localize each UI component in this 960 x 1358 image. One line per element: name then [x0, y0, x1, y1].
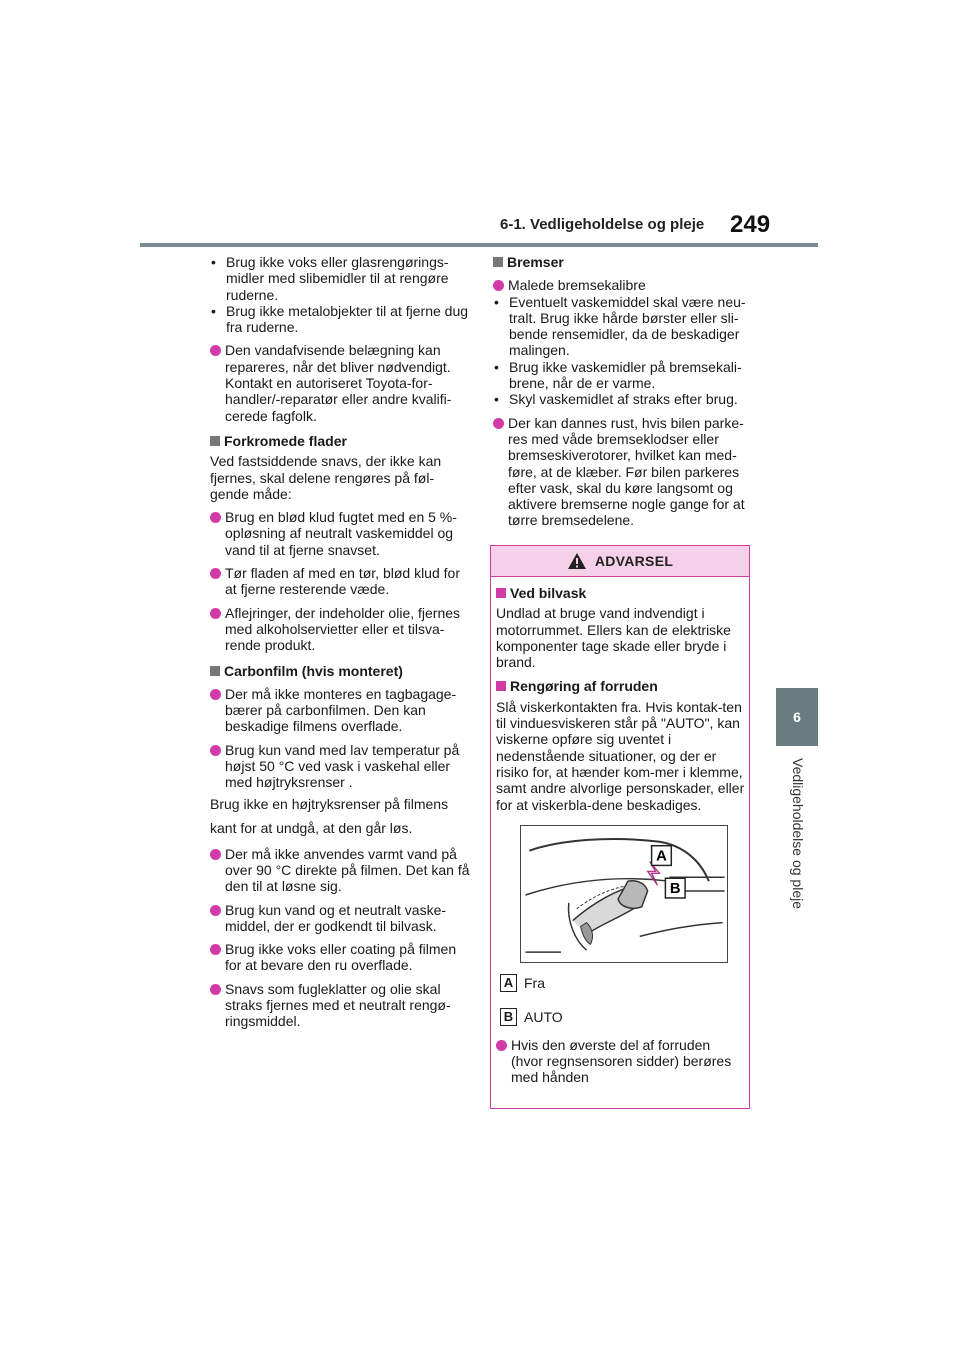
list-item: Snavs som fugleklatter og olie skal straks fjernes med et neutralt rengø-ringsmiddel.: [210, 981, 472, 1030]
label-b-box: B: [500, 1008, 517, 1026]
heading-windshield: Rengøring af forruden: [496, 678, 745, 694]
heading-chrome: Forkromede flader: [210, 433, 472, 449]
chapter-tab: [776, 688, 818, 746]
bullet-dot-icon: [210, 689, 221, 700]
chapter-label: Vedligeholdelse og pleje: [790, 758, 806, 910]
bullet-dot-icon: [210, 984, 221, 995]
square-marker-icon: [210, 436, 220, 446]
intro-list: [210, 254, 472, 335]
square-marker-icon: [496, 588, 506, 598]
wiper-switch-illustration: [520, 825, 728, 963]
list-item: Der må ikke monteres en tagbagage-bærer på carbonfilmen. Den kan beskadige filmens overflade.: [210, 686, 472, 735]
list-item: Aflejringer, der indeholder olie, fjernes med alkoholservietter eller et tilsva-rende produkt.: [210, 605, 472, 654]
square-marker-icon: [210, 666, 220, 676]
bullet-dot-icon: [210, 512, 221, 523]
left-column: [210, 254, 472, 1030]
bullet-dot-icon: [210, 568, 221, 579]
list-item: Brug en blød klud fugtet med en 5 %-opløsning af neutralt vaskemiddel og vand til at fjerne snavset.: [210, 509, 472, 558]
list-item: • Skyl vaskemidlet af straks efter brug.: [493, 391, 755, 407]
callout-a-label: A: [656, 848, 667, 865]
chapter-number: 6: [793, 709, 801, 725]
page-number: 249: [730, 211, 771, 238]
warning-triangle-icon: [567, 552, 587, 570]
list-item: • Eventuelt vaskemiddel skal være neu-tralt. Brug ikke hårde børster eller sli-bende rensemidler, da de beskadiger malingen.: [493, 294, 755, 359]
bullet-dot-icon: [210, 849, 221, 860]
label-a-text: Fra: [524, 974, 545, 991]
label-b-text: AUTO: [524, 1008, 563, 1025]
carwash-text: Undlad at bruge vand indvendigt i motorrummet. Ellers kan de elektriske komponenter tage skade eller bryde i brand.: [496, 605, 731, 671]
bullet-dot-icon: [210, 944, 221, 955]
bullet-dot-icon: [493, 280, 504, 291]
warning-header: [491, 546, 749, 577]
warning-box: [490, 545, 750, 1109]
heading-carwash: Ved bilvask: [496, 585, 745, 601]
list-item: Brug ikke voks eller coating på filmen for at bevare den ru overflade.: [210, 941, 472, 974]
label-a-box: A: [500, 974, 517, 992]
windshield-text: Slå viskerkontakten fra. Hvis kontak-ten til vinduesviskeren står på "AUTO", kan viskerne opføre sig uventet i nedenstående situationer, og der er risiko for, at hænder kom-mer i klemme, samt andre alvorlige personskader, eller for at viskerbla-dene beskadiges.: [496, 698, 745, 813]
callout-b-label: B: [669, 880, 681, 897]
list-item: • Brug ikke voks eller glasrengørings-midler med slibemidler til at rengøre ruderne.: [210, 254, 472, 303]
right-column: [493, 254, 755, 529]
header-rule: [140, 243, 818, 247]
bullet-dot-icon: [496, 1040, 507, 1051]
bullet-dot-icon: [210, 608, 221, 619]
warning-title: ADVARSEL: [594, 553, 674, 569]
chrome-text: Ved fastsiddende snavs, der ikke kan fjernes, skal delene rengøres på føl-gende måde:: [210, 453, 442, 502]
carbon-note-1: Brug ikke en højtryksrenser på filmens: [210, 795, 449, 812]
bullet-dot-icon: [210, 905, 221, 916]
bullet-sensor: Hvis den øverste del af forruden (hvor regnsensoren sidder) berøres med hånden: [496, 1037, 745, 1086]
caliper-list: [493, 294, 755, 408]
label-b-row: [496, 1007, 745, 1027]
label-a-row: [496, 973, 745, 993]
heading-brakes: Bremser: [493, 254, 755, 270]
square-marker-icon: [493, 257, 503, 267]
bullet-coating: Den vandafvisende belægning kan repareres, når det bliver nødvendigt. Kontakt en autoriseret Toyota-for-handler/-reparatør eller andre kvalifi-cerede fagfolk.: [210, 342, 472, 423]
bullet-dot-icon: [210, 745, 221, 756]
square-marker-icon: [496, 681, 506, 691]
section-title: 6-1. Vedligeholdelse og pleje: [500, 216, 705, 233]
list-item: Tør fladen af med en tør, blød klud for at fjerne resterende væde.: [210, 565, 472, 598]
bullet-dot-icon: [493, 418, 504, 429]
list-item: • Brug ikke metalobjekter til at fjerne dug fra ruderne.: [210, 303, 472, 336]
bullet-calipers: Malede bremsekalibre: [493, 277, 755, 293]
list-item: Brug kun vand og et neutralt vaske-middel, der er godkendt til bilvask.: [210, 902, 472, 935]
list-item: Brug kun vand med lav temperatur på højst 50 °C ved vask i vaskehal eller med højtryksrenser .: [210, 742, 472, 791]
warning-body: [491, 585, 749, 1086]
heading-carbon: Carbonfilm (hvis monteret): [210, 663, 472, 679]
bullet-rust: Der kan dannes rust, hvis bilen parke-res med våde bremseklodser eller bremseskiverotorer, hvilket kan med-føre, at de klæber. Før bilen parkeres efter vask, skal du køre langsomt og aktivere bremserne nogle gange for at tørre bremsedelene.: [493, 415, 755, 529]
carbon-note-2: kant for at undgå, at den går løs.: [210, 819, 413, 836]
list-item: Der må ikke anvendes varmt vand på over 90 °C direkte på filmen. Det kan få den til at løsne sig.: [210, 846, 472, 895]
list-item: • Brug ikke vaskemidler på bremsekali-brene, når de er varme.: [493, 359, 755, 392]
bullet-dot-icon: [210, 345, 221, 356]
